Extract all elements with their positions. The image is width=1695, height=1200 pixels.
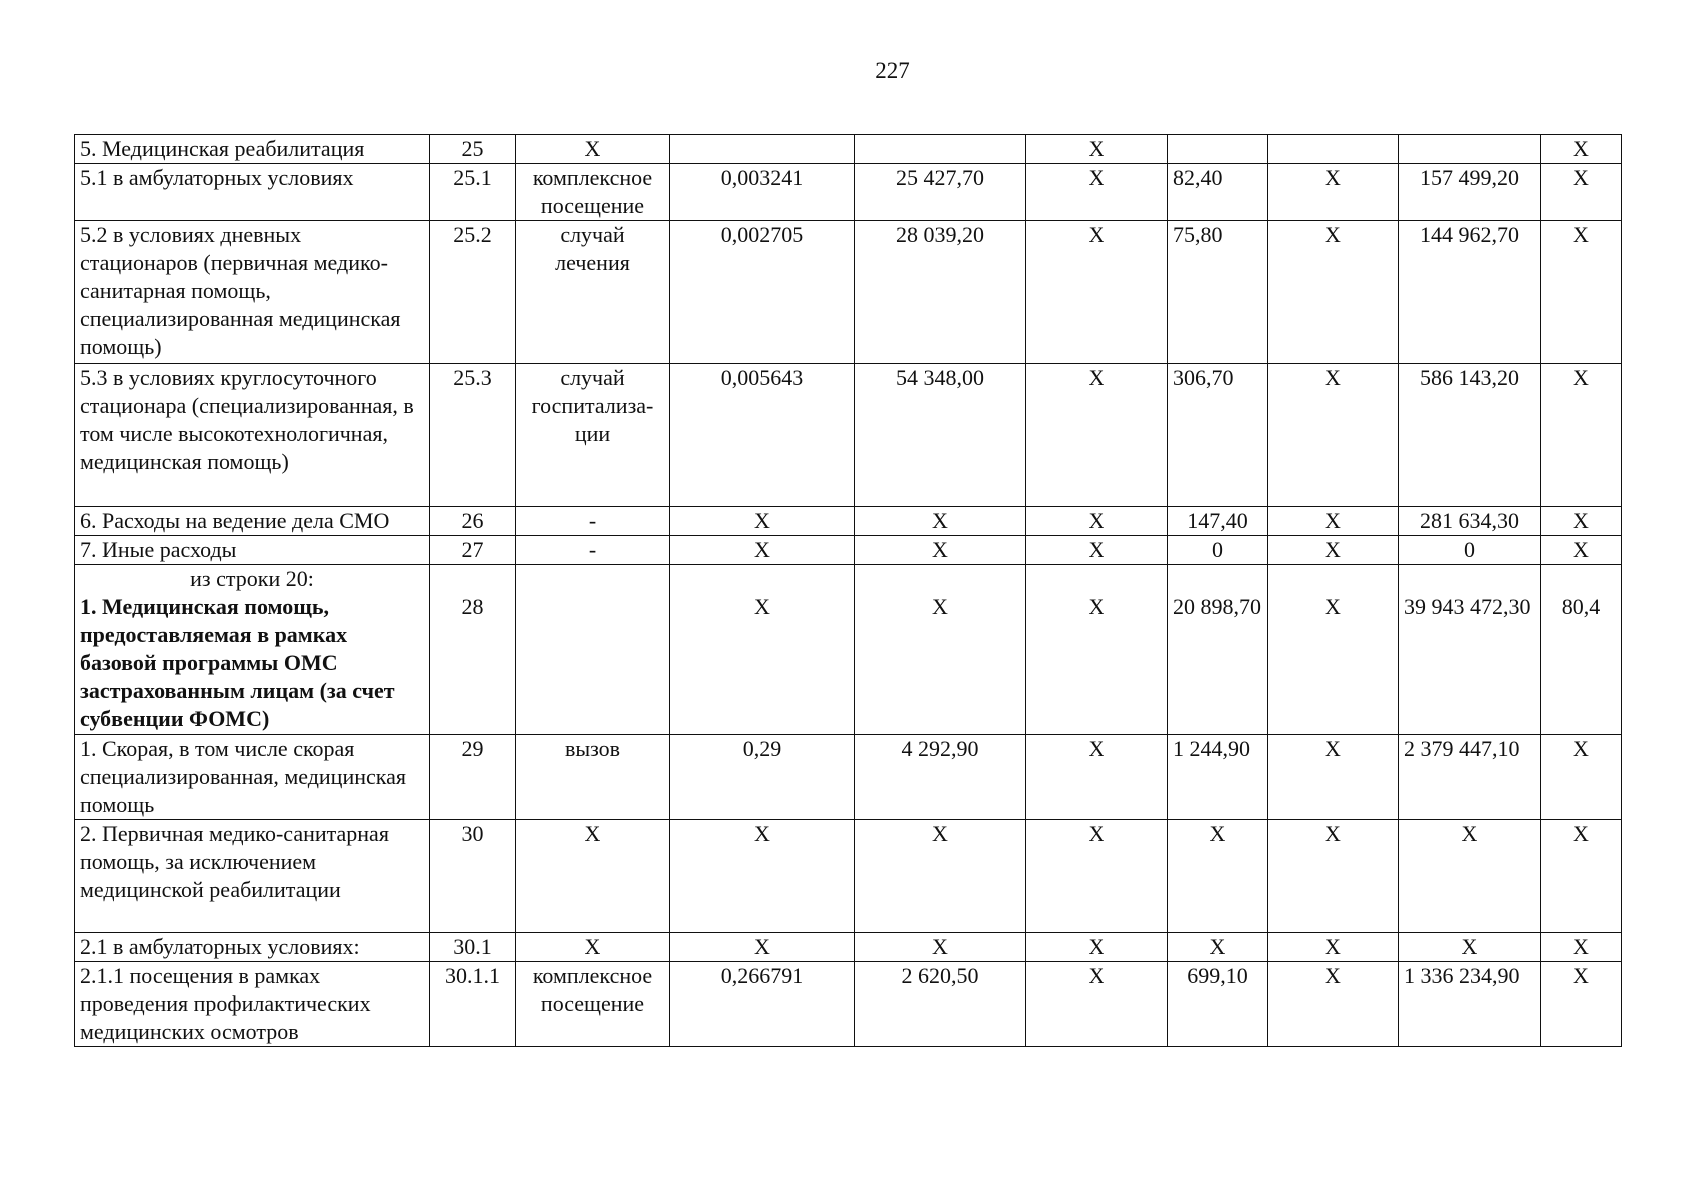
row-col7-value: 20 898,70 xyxy=(1173,594,1261,619)
row-col9: 1 336 234,90 xyxy=(1399,962,1541,1047)
row-code: 30.1.1 xyxy=(430,962,516,1047)
row-col8: X xyxy=(1268,164,1399,221)
row-col6-value: X xyxy=(1088,594,1105,619)
row-name-prefix: из строки 20: xyxy=(190,566,314,591)
row-col8: X xyxy=(1268,536,1399,565)
row-col8-value: X xyxy=(1325,594,1341,619)
row-name: 5.2 в условиях дневных стационаров (первичная медико-санитарная помощь, специализированная медицинская помощь) xyxy=(75,221,430,364)
row-col6: X xyxy=(1026,820,1168,933)
row-cost: X xyxy=(855,820,1026,933)
row-cost: 25 427,70 xyxy=(855,164,1026,221)
row-norm: 0,005643 xyxy=(670,364,855,507)
row-col10-value: 80,4 xyxy=(1561,594,1601,619)
table-row xyxy=(75,364,1622,507)
page-number: 227 xyxy=(875,58,910,83)
row-name: 5.3 в условиях круглосуточного стационара (специализированная, в том числе высокотехнологичная, медицинская помощь) xyxy=(75,364,430,507)
row-col6: X xyxy=(1026,933,1168,962)
row-col9-value: 39 943 472,30 xyxy=(1404,594,1531,619)
row-code: 30.1 xyxy=(430,933,516,962)
row-col8: X xyxy=(1268,933,1399,962)
row-cost: 2 620,50 xyxy=(855,962,1026,1047)
row-col10: X xyxy=(1541,735,1622,820)
row-col6: X xyxy=(1026,536,1168,565)
row-col10: X xyxy=(1541,364,1622,507)
row-col9: 586 143,20 xyxy=(1399,364,1541,507)
row-col10: X xyxy=(1541,507,1622,536)
row-col7: X xyxy=(1168,933,1268,962)
row-norm: 0,266791 xyxy=(670,962,855,1047)
row-norm: X xyxy=(670,933,855,962)
table-row xyxy=(75,962,1622,1047)
table-row xyxy=(75,933,1622,962)
row-col10: X xyxy=(1541,962,1622,1047)
row-name: 5. Медицинская реабилитация xyxy=(75,135,430,164)
row-name: 7. Иные расходы xyxy=(75,536,430,565)
row-col6: X xyxy=(1026,507,1168,536)
row-col8: X xyxy=(1268,820,1399,933)
row-name: 2.1 в амбулаторных условиях: xyxy=(75,933,430,962)
row-col9: 281 634,30 xyxy=(1399,507,1541,536)
row-col6: X xyxy=(1026,221,1168,364)
row-cost-value: X xyxy=(932,594,948,619)
row-col6 xyxy=(1026,565,1168,735)
row-col10 xyxy=(1541,565,1622,735)
row-col9: X xyxy=(1399,820,1541,933)
row-col8 xyxy=(1268,135,1399,164)
row-col7: 75,80 xyxy=(1168,221,1268,364)
row-unit: - xyxy=(516,536,670,565)
table-row xyxy=(75,735,1622,820)
row-unit: случай госпитализа-ции xyxy=(516,364,670,507)
row-col10: X xyxy=(1541,135,1622,164)
row-col9: 2 379 447,10 xyxy=(1399,735,1541,820)
row-name: 5.1 в амбулаторных условиях xyxy=(75,164,430,221)
row-name: 2. Первичная медико-санитарная помощь, за исключением медицинской реабилитации xyxy=(75,820,430,933)
row-cost: 4 292,90 xyxy=(855,735,1026,820)
row-unit: комплексное посещение xyxy=(516,164,670,221)
row-unit: случай лечения xyxy=(516,221,670,364)
data-table xyxy=(74,134,1622,1047)
row-col7 xyxy=(1168,565,1268,735)
row-norm xyxy=(670,565,855,735)
row-code-value: 28 xyxy=(461,594,484,619)
row-unit: X xyxy=(516,933,670,962)
row-cost: X xyxy=(855,507,1026,536)
row-col8: X xyxy=(1268,221,1399,364)
row-col6: X xyxy=(1026,135,1168,164)
row-code: 25 xyxy=(430,135,516,164)
row-col10: X xyxy=(1541,221,1622,364)
row-col8: X xyxy=(1268,735,1399,820)
table-row xyxy=(75,135,1622,164)
row-col7 xyxy=(1168,135,1268,164)
row-norm: 0,29 xyxy=(670,735,855,820)
table-row xyxy=(75,565,1622,735)
row-code: 30 xyxy=(430,820,516,933)
row-unit: - xyxy=(516,507,670,536)
row-name-cell xyxy=(75,565,430,735)
row-code: 25.3 xyxy=(430,364,516,507)
row-name: 1. Скорая, в том числе скорая специализированная, медицинская помощь xyxy=(75,735,430,820)
row-unit: X xyxy=(516,135,670,164)
row-col8: X xyxy=(1268,962,1399,1047)
row-unit: вызов xyxy=(516,735,670,820)
row-cost xyxy=(855,565,1026,735)
row-code: 26 xyxy=(430,507,516,536)
row-col9 xyxy=(1399,135,1541,164)
table-row xyxy=(75,820,1622,933)
row-cost: 54 348,00 xyxy=(855,364,1026,507)
row-unit: комплексное посещение xyxy=(516,962,670,1047)
table-row xyxy=(75,536,1622,565)
row-name: 1. Медицинская помощь, предоставляемая в рамках базовой программы ОМС застрахованным лицам (за счет субвенции ФОМС) xyxy=(80,594,395,731)
row-col6: X xyxy=(1026,962,1168,1047)
row-col7: 699,10 xyxy=(1168,962,1268,1047)
row-norm: X xyxy=(670,536,855,565)
row-col6: X xyxy=(1026,364,1168,507)
row-norm: X xyxy=(670,820,855,933)
row-col7: 1 244,90 xyxy=(1168,735,1268,820)
row-col7: 306,70 xyxy=(1168,364,1268,507)
row-code xyxy=(430,565,516,735)
row-norm xyxy=(670,135,855,164)
row-code: 25.2 xyxy=(430,221,516,364)
row-col8: X xyxy=(1268,364,1399,507)
row-col7: 0 xyxy=(1168,536,1268,565)
row-col9 xyxy=(1399,565,1541,735)
row-unit: X xyxy=(516,820,670,933)
row-col7: X xyxy=(1168,820,1268,933)
table-row xyxy=(75,164,1622,221)
row-col9: 157 499,20 xyxy=(1399,164,1541,221)
row-code: 29 xyxy=(430,735,516,820)
row-name: 6. Расходы на ведение дела СМО xyxy=(75,507,430,536)
row-cost: 28 039,20 xyxy=(855,221,1026,364)
row-cost: X xyxy=(855,536,1026,565)
row-norm: X xyxy=(670,507,855,536)
row-cost xyxy=(855,135,1026,164)
row-col7: 147,40 xyxy=(1168,507,1268,536)
row-col10: X xyxy=(1541,820,1622,933)
table-row xyxy=(75,507,1622,536)
row-col10: X xyxy=(1541,164,1622,221)
row-col8: X xyxy=(1268,507,1399,536)
row-col7: 82,40 xyxy=(1168,164,1268,221)
row-cost: X xyxy=(855,933,1026,962)
row-unit xyxy=(516,565,670,735)
row-code: 25.1 xyxy=(430,164,516,221)
row-col10: X xyxy=(1541,933,1622,962)
row-col8 xyxy=(1268,565,1399,735)
row-norm-value: X xyxy=(754,594,770,619)
row-col9: 144 962,70 xyxy=(1399,221,1541,364)
row-col9: 0 xyxy=(1399,536,1541,565)
row-col6: X xyxy=(1026,164,1168,221)
row-name: 2.1.1 посещения в рамках проведения профилактических медицинских осмотров xyxy=(75,962,430,1047)
table-row xyxy=(75,221,1622,364)
row-col9: X xyxy=(1399,933,1541,962)
row-code: 27 xyxy=(430,536,516,565)
row-norm: 0,002705 xyxy=(670,221,855,364)
row-col6: X xyxy=(1026,735,1168,820)
row-norm: 0,003241 xyxy=(670,164,855,221)
row-col10: X xyxy=(1541,536,1622,565)
